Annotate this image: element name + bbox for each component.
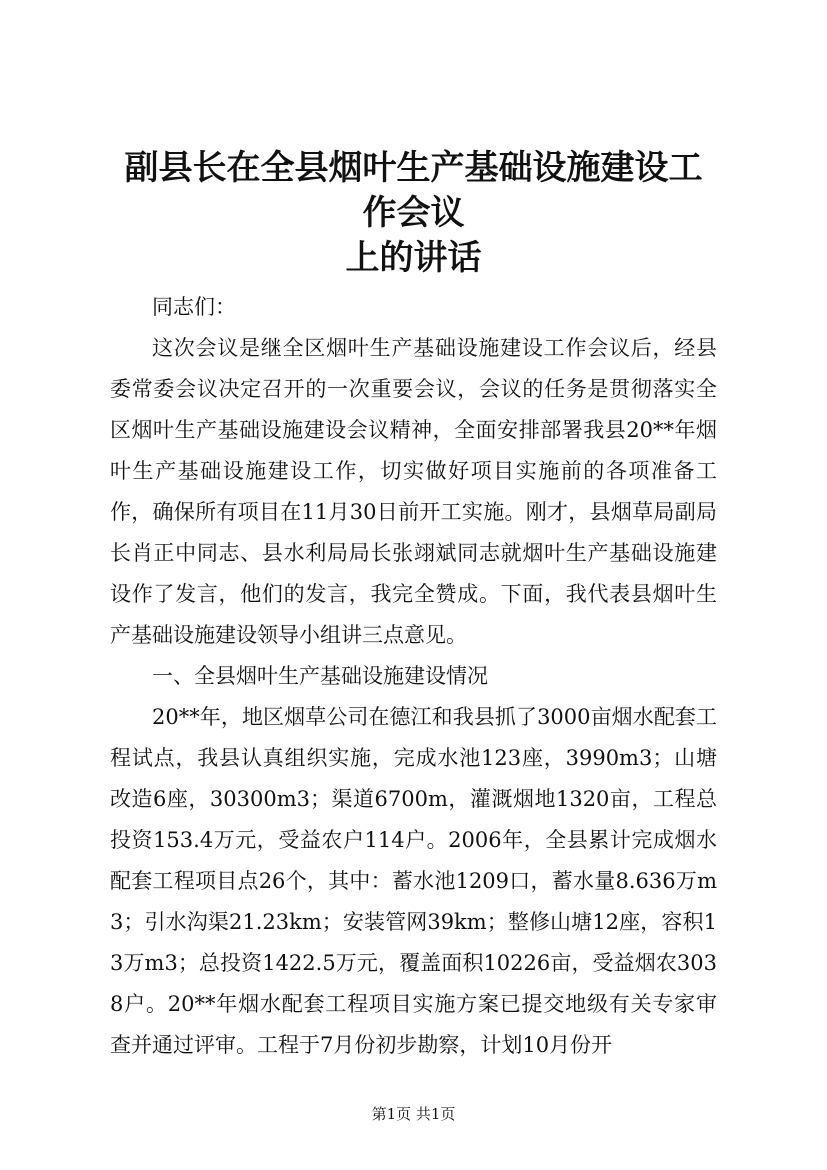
paragraph-construction-status: 20**年，地区烟草公司在德江和我县抓了3000亩烟水配套工程试点，我县认真组织实施，完成水池123座，3990m3；山塘改造6座，30300m3；渠道6700m，灌溉烟地1320亩，工程总投资153.4万元，受益农户114户。2006年，全县累计完成烟水配套工程项目点26个，其中：蓄水池1209口，蓄水量8.636万m3；引水沟渠21.23km；安装管网39km；整修山塘12座，容积13万m3；总投资1422.5万元，覆盖面积10226亩，受益烟农3038户。20**年烟水配套工程项目实施方案已提交地级有关专家审查并通过评审。工程于7月份初步勘察，计划10月份开 <box>110 705 717 1057</box>
salutation: 同志们： <box>152 295 236 319</box>
section-heading-1: 一、全县烟叶生产基础设施建设情况 <box>152 664 488 688</box>
document-title <box>110 146 717 281</box>
title-line-1: 副县长在全县烟叶生产基础设施建设工作会议 <box>124 148 703 233</box>
page-footer: 第1页 共1页 <box>371 1105 456 1123</box>
title-line-2: 上的讲话 <box>345 238 482 278</box>
paragraph-opening: 这次会议是继全区烟叶生产基础设施建设工作会议后，经县委常委会议决定召开的一次重要会议，会议的任务是贯彻落实全区烟叶生产基础设施建设会议精神，全面安排部署我县20**年烟叶生产基础设施建设工作，切实做好项目实施前的各项准备工作，确保所有项目在11月30日前开工实施。刚才，县烟草局副局长肖正中同志、县水利局局长张翊斌同志就烟叶生产基础设施建设作了发言，他们的发言，我完全赞成。下面，我代表县烟叶生产基础设施建设领导小组讲三点意见。 <box>110 336 717 647</box>
